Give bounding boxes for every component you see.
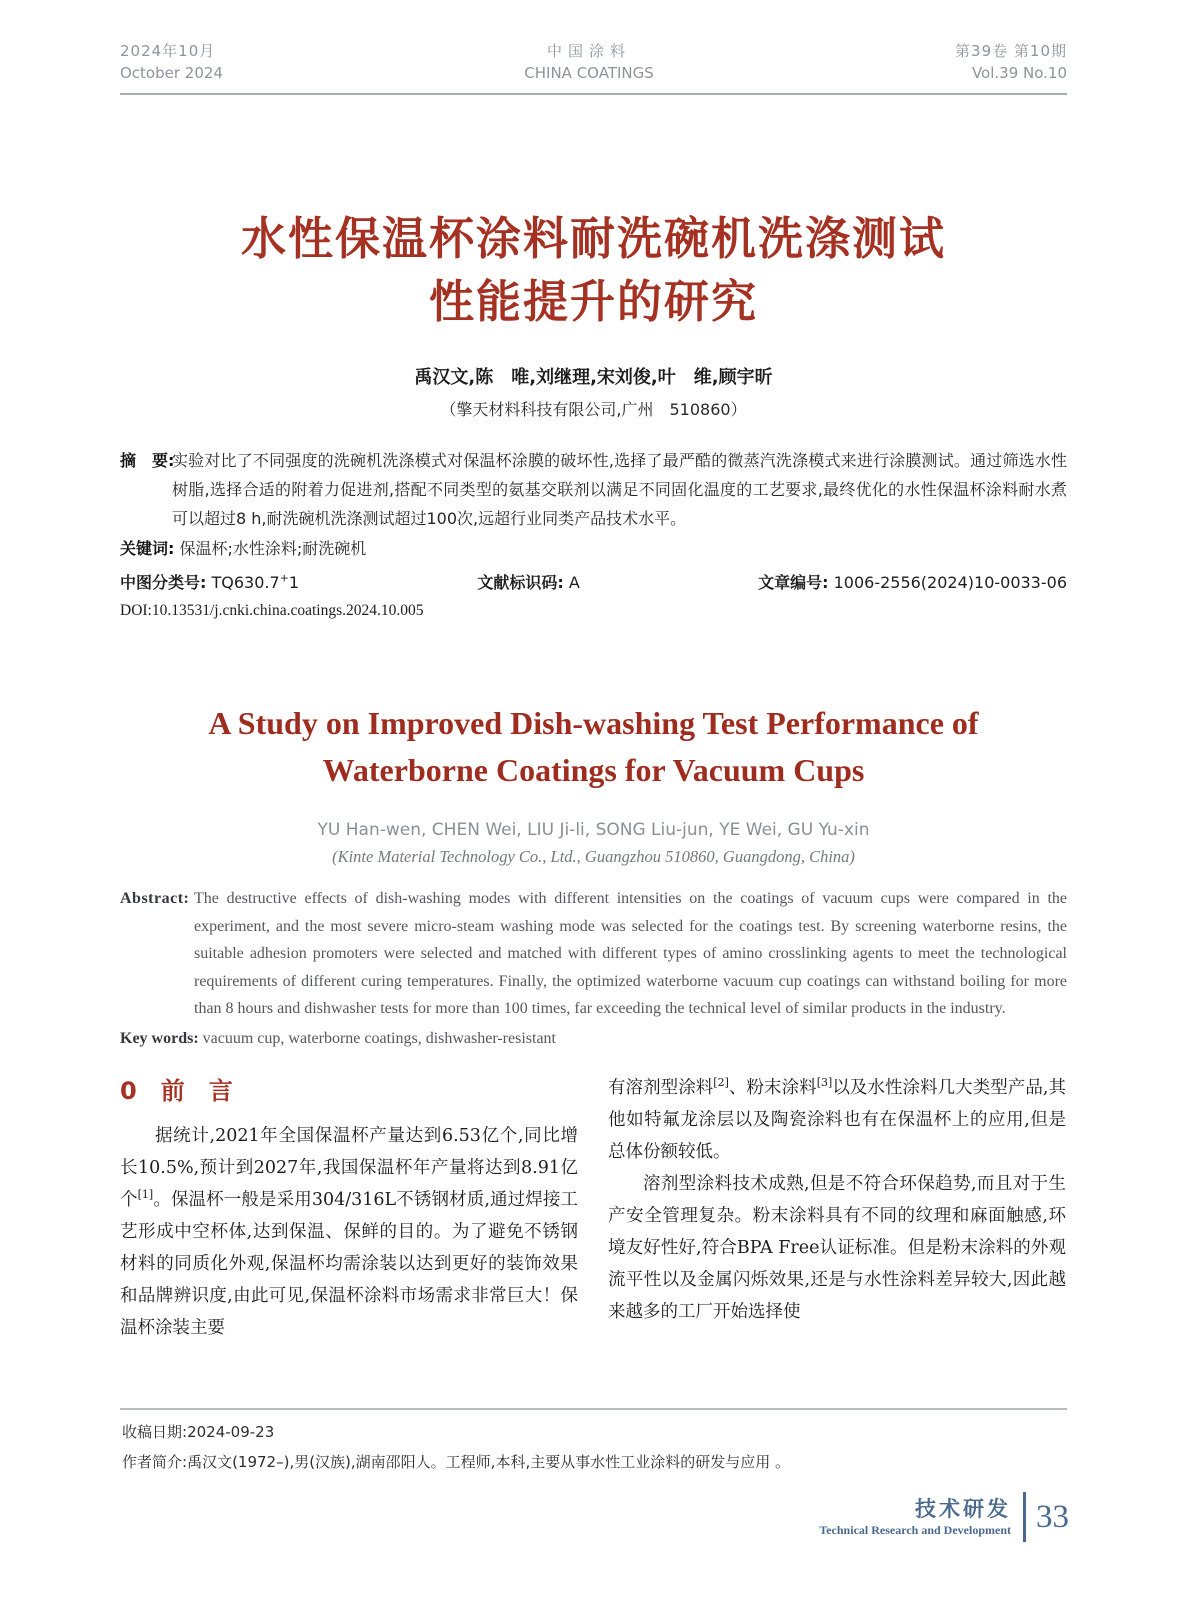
abstract-cn-label: 摘 要: bbox=[120, 451, 175, 470]
footnote-received-label: 收稿日期: bbox=[122, 1423, 188, 1441]
paper-title-cn-line1: 水性保温杯涂料耐洗碗机洗涤测试 bbox=[240, 212, 946, 265]
keywords-en-label: Key words: bbox=[120, 1029, 199, 1047]
paper-title-en-line2: Waterborne Coatings for Vacuum Cups bbox=[322, 752, 865, 788]
paper-title-en-line1: A Study on Improved Dish-washing Test Performance of bbox=[208, 705, 979, 741]
article-id bbox=[758, 570, 1067, 593]
footnotes bbox=[122, 1417, 790, 1477]
page-number: 33 bbox=[1036, 1498, 1069, 1535]
body-paragraph-types bbox=[608, 1072, 1066, 1168]
abstract-en bbox=[120, 885, 1067, 1023]
article-id-value: 1006-2556(2024)10-0033-06 bbox=[833, 573, 1067, 592]
meta-row bbox=[120, 570, 1067, 593]
footnote-bio-label: 作者简介: bbox=[122, 1453, 188, 1471]
section-badge-bar bbox=[1023, 1492, 1026, 1542]
intro-text-2: 。保温杯一般是采用304/316L不锈钢材质,通过焊接工艺形成中空杯体,达到保温、保鲜的目的。为了避免不锈钢材料的同质化外观,保温杯均需涂装以达到更好的装饰效果和品牌辨识度,由此可见,保温杯涂料市场需求非常巨大！保温杯涂装主要 bbox=[120, 1189, 579, 1338]
authors-cn: 禹汉文,陈 唯,刘继理,宋刘俊,叶 维,顾宇昕 bbox=[414, 367, 773, 388]
clc-value-base: TQ630.7 bbox=[211, 573, 280, 592]
footnote-received-value: 2024-09-23 bbox=[187, 1423, 275, 1441]
body-paragraph-intro bbox=[120, 1120, 578, 1344]
abstract-cn-text: 实验对比了不同强度的洗碗机洗涤模式对保温杯涂膜的破坏性,选择了最严酷的微蒸汽洗涤模式来进行涂膜测试。通过筛选水性树脂,选择合适的附着力促进剂,搭配不同类型的氨基交联剂以满足不同固化温度的工艺要求,最终优化的水性保温杯涂料耐水煮可以超过8 h,耐洗碗机洗涤测试超过100次,远超行业同类产品技术水平。 bbox=[172, 451, 1067, 528]
section-badge-text bbox=[819, 1497, 1011, 1538]
header-date-cn: 2024年10月 bbox=[120, 42, 216, 60]
document-code-label: 文献标识码: bbox=[477, 573, 564, 592]
clc-superscript: + bbox=[279, 571, 289, 585]
page-header bbox=[120, 40, 1067, 95]
document-code bbox=[477, 570, 579, 593]
paper-title-en bbox=[120, 700, 1067, 794]
header-issue bbox=[955, 40, 1067, 84]
affiliation-cn: （擎天材料科技有限公司,广州 510860） bbox=[440, 400, 747, 419]
keywords-cn-label: 关键词: bbox=[120, 539, 175, 558]
article-id-label: 文章编号: bbox=[758, 573, 829, 592]
abstract-cn bbox=[120, 446, 1067, 533]
footnote-bio bbox=[122, 1447, 790, 1477]
clc-value-after: 1 bbox=[288, 573, 300, 592]
reference-mark-1: [1] bbox=[137, 1187, 154, 1201]
footnote-received bbox=[122, 1417, 790, 1447]
header-journal-cn: 中国涂料 bbox=[547, 42, 632, 60]
header-date-en: October 2024 bbox=[120, 64, 223, 82]
reference-mark-3: [3] bbox=[816, 1075, 833, 1089]
body-columns bbox=[120, 1072, 1067, 1344]
authors-en: YU Han-wen, CHEN Wei, LIU Ji-li, SONG Liu-jun, YE Wei, GU Yu-xin bbox=[317, 820, 870, 840]
header-issue-en: Vol.39 No.10 bbox=[971, 64, 1067, 82]
footnote-divider bbox=[120, 1408, 1067, 1410]
section-badge-cn: 技术研发 bbox=[915, 1496, 1011, 1521]
body-column-right bbox=[608, 1072, 1066, 1344]
clc-label: 中图分类号: bbox=[120, 573, 207, 592]
keywords-cn-text: 保温杯;水性涂料;耐洗碗机 bbox=[179, 539, 367, 558]
abstract-en-label: Abstract: bbox=[120, 890, 190, 907]
types-text-2: 、粉末涂料 bbox=[728, 1077, 817, 1098]
abstract-en-text: The destructive effects of dish-washing modes with different intensities on the coatings of vacuum cups were compared in the experiment, and the most severe micro-steam washing mode was selected for the coatings test. By screening waterborne resins, the suitable adhesion promoters were selected and matched with different types of amino crosslinking agents to meet the technological requirements of different curing temperatures. Finally, the optimized waterborne vacuum cup coatings can withstand boiling for more than 8 hours and dishwasher tests for more than 100 times, far exceeding the technical level of similar products in the industry. bbox=[194, 890, 1067, 1017]
paper-title-cn-line2: 性能提升的研究 bbox=[428, 275, 758, 328]
body-paragraph-solvent: 溶剂型涂料技术成熟,但是不符合环保趋势,而且对于生产安全管理复杂。粉末涂料具有不同的纹理和麻面触感,环境友好性好,符合BPA Free认证标准。但是粉末涂料的外观流平性以及金属闪烁效果,还是与水性涂料差异较大,因此越来越多的工厂开始选择使 bbox=[608, 1173, 1066, 1322]
reference-mark-2: [2] bbox=[713, 1075, 729, 1089]
keywords-en-text: vacuum cup, waterborne coatings, dishwasher-resistant bbox=[202, 1029, 556, 1047]
affiliation-en: (Kinte Material Technology Co., Ltd., Guangzhou 510860, Guangdong, China) bbox=[332, 847, 855, 866]
intro-text-1: 据统计,2021年全国保温杯产量达到6.53亿个,同比增长10.5%,预计到2027年,我国保温杯年产量将达到8.91亿个 bbox=[120, 1125, 578, 1210]
keywords-cn bbox=[120, 536, 1067, 559]
doi: DOI:10.13531/j.cnki.china.coatings.2024.10.005 bbox=[120, 602, 424, 619]
header-issue-cn: 第39卷 第10期 bbox=[955, 42, 1067, 60]
section-badge-en: Technical Research and Development bbox=[819, 1522, 1011, 1537]
types-text-1: 有溶剂型涂料 bbox=[608, 1077, 714, 1098]
body-column-left bbox=[120, 1072, 578, 1344]
types-text-3: 以及水性涂料几大类型产品,其他如特氟龙涂层以及陶瓷涂料也有在保温杯上的应用,但是总体份额较低。 bbox=[608, 1077, 1067, 1162]
clc-number bbox=[120, 570, 299, 593]
section-0-heading: 0 前 言 bbox=[120, 1076, 233, 1105]
header-journal bbox=[524, 40, 654, 84]
paper-title-cn bbox=[120, 207, 1067, 333]
keywords-en bbox=[120, 1030, 1067, 1048]
header-date bbox=[120, 40, 223, 84]
section-badge bbox=[819, 1492, 1069, 1542]
document-code-value: A bbox=[568, 573, 580, 592]
footnote-bio-value: 禹汉文(1972–),男(汉族),湖南邵阳人。工程师,本科,主要从事水性工业涂料的研发与应用 。 bbox=[187, 1453, 790, 1471]
header-journal-en: CHINA COATINGS bbox=[524, 64, 654, 82]
